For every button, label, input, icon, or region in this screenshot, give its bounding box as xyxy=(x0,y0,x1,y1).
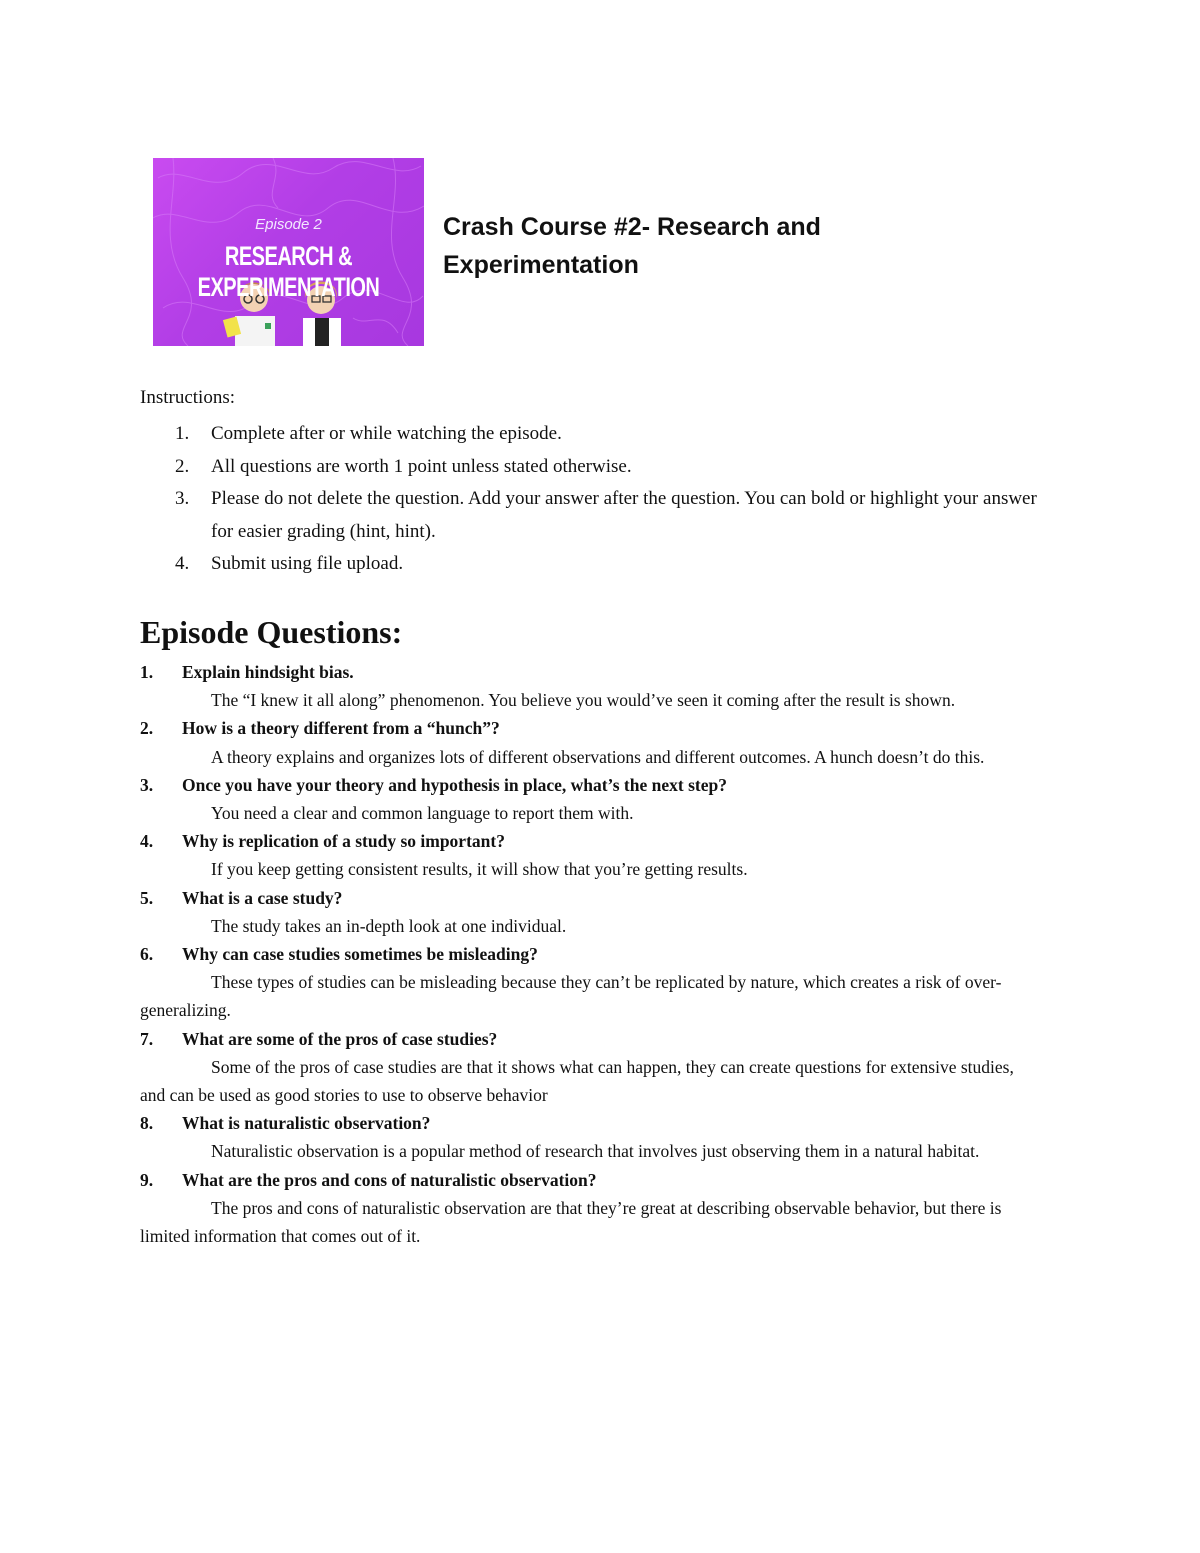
banner-episode-title: RESEARCH & EXPERIMENTATION xyxy=(197,242,380,303)
question-item xyxy=(140,771,1040,827)
question-line xyxy=(140,771,1040,799)
instruction-number: 2. xyxy=(175,455,190,477)
question-line xyxy=(140,940,1040,968)
answer-text: Naturalistic observation is a popular method of research that involves just observing them in a natural habitat. xyxy=(211,1141,980,1162)
question-line xyxy=(140,658,1040,686)
instruction-text: Complete after or while watching the episode. xyxy=(211,423,562,444)
question-text: What is naturalistic observation? xyxy=(182,1113,431,1134)
question-item xyxy=(140,1166,1040,1251)
question-number: 3. xyxy=(140,774,154,795)
answer-text: If you keep getting consistent results, it will show that you’re getting results. xyxy=(211,859,748,880)
document-title xyxy=(443,208,943,284)
banner-episode-label: Episode 2 xyxy=(255,216,322,233)
question-number: 7. xyxy=(140,1028,154,1049)
answer-text: The study takes an in-depth look at one individual. xyxy=(211,915,567,936)
instruction-number: 1. xyxy=(175,423,190,444)
instruction-number: 4. xyxy=(175,553,190,574)
section-heading: Episode Questions: xyxy=(140,614,403,650)
question-number: 9. xyxy=(140,1169,154,1190)
question-text: Explain hindsight bias. xyxy=(182,662,354,682)
question-text: Once you have your theory and hypothesis in place, what’s the next step? xyxy=(182,774,727,795)
question-number: 8. xyxy=(140,1113,154,1134)
instruction-text: All questions are worth 1 point unless stated otherwise. xyxy=(211,455,632,477)
question-number: 5. xyxy=(140,887,154,908)
instruction-item xyxy=(140,451,1060,484)
question-text: What are some of the pros of case studies? xyxy=(182,1028,498,1049)
question-line xyxy=(140,714,1040,742)
instruction-number: 3. xyxy=(175,488,190,509)
instruction-item xyxy=(140,548,1060,581)
instruction-item xyxy=(140,483,1060,548)
question-item xyxy=(140,714,1040,770)
question-number: 4. xyxy=(140,831,154,852)
question-item xyxy=(140,1025,1040,1110)
question-text: Why can case studies sometimes be misleading? xyxy=(182,944,538,965)
document-title-line2: Experimentation xyxy=(443,251,639,279)
answer-text: A theory explains and organizes lots of different observations and different outcomes. A hunch doesn’t do this. xyxy=(211,746,985,767)
instruction-text: Please do not delete the question. Add your answer after the question. You can bold or highlight your answer for easier grading (hint, hint). xyxy=(211,488,1037,542)
question-item xyxy=(140,1109,1040,1165)
instructions-label: Instructions: xyxy=(140,387,235,408)
question-text: Why is replication of a study so important? xyxy=(182,831,505,852)
document-title-line1: Crash Course #2- Research and xyxy=(443,213,821,241)
question-text: How is a theory different from a “hunch”? xyxy=(182,718,500,739)
answer-text: The “I knew it all along” phenomenon. You believe you would’ve seen it coming after the result is shown. xyxy=(211,690,956,711)
question-text: What is a case study? xyxy=(182,887,343,908)
answer-text: Some of the pros of case studies are that it shows what can happen, they can create questions for extensive studies, and can be used as good stories to use to observe behavior xyxy=(140,1056,1014,1106)
question-number: 2. xyxy=(140,718,154,739)
instruction-item xyxy=(140,418,1060,451)
question-text: What are the pros and cons of naturalistic observation? xyxy=(182,1169,597,1190)
question-item xyxy=(140,940,1040,1025)
episode-banner-image xyxy=(153,158,424,346)
question-line xyxy=(140,1025,1040,1053)
question-line xyxy=(140,884,1040,912)
question-number: 1. xyxy=(140,662,154,682)
instruction-text: Submit using file upload. xyxy=(211,553,404,574)
instructions-list xyxy=(140,418,1060,581)
question-item xyxy=(140,827,1040,883)
question-line xyxy=(140,827,1040,855)
question-item xyxy=(140,884,1040,940)
answer-text: You need a clear and common language to report them with. xyxy=(211,803,634,824)
question-number: 6. xyxy=(140,944,154,965)
question-item xyxy=(140,658,1040,714)
answer-text: These types of studies can be misleading because they can’t be replicated by nature, which creates a risk of over-generalizing. xyxy=(140,972,1002,1021)
questions-list xyxy=(140,658,1040,1250)
answer-text: The pros and cons of naturalistic observation are that they’re great at describing observable behavior, but there is limited information that comes out of it. xyxy=(140,1197,1002,1247)
question-line xyxy=(140,1166,1040,1194)
question-line xyxy=(140,1109,1040,1137)
